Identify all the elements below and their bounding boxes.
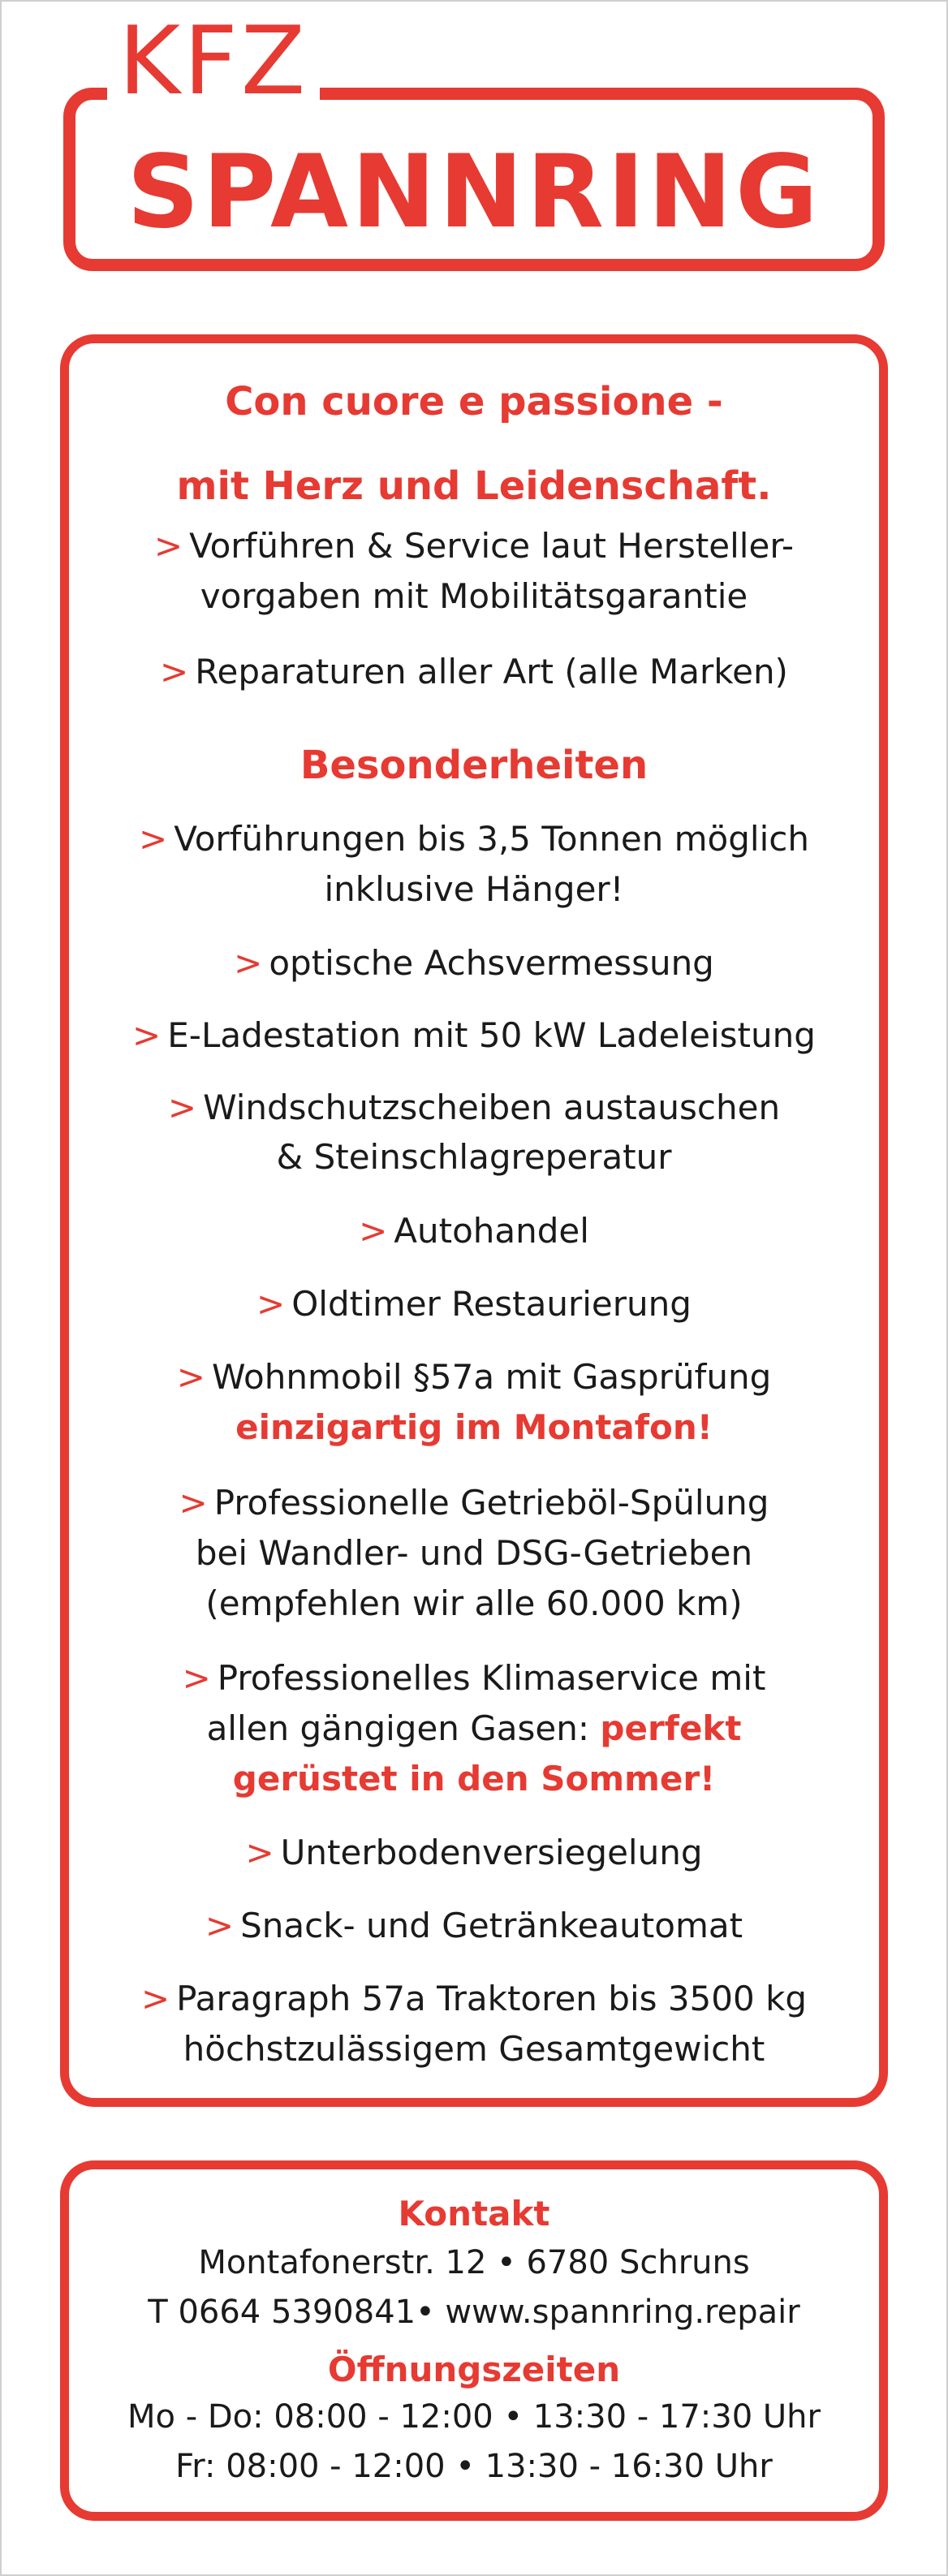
special-item: > Windschutzscheiben austauschen <box>167 1088 781 1127</box>
special-item-line: allen gängigen Gasen: perfekt <box>206 1708 742 1748</box>
special-item: > Paragraph 57a Traktoren bis 3500 kg <box>140 1979 808 2018</box>
arrow-icon: > <box>153 526 183 566</box>
arrow-icon: > <box>179 1483 208 1523</box>
headline-line-1: Con cuore e passione - <box>225 379 723 424</box>
contact-heading: Kontakt <box>398 2194 550 2234</box>
special-item: > Autohandel <box>359 1211 589 1251</box>
contact-address: Montafonerstr. 12 • 6780 Schruns <box>198 2244 750 2281</box>
arrow-icon: > <box>139 819 168 859</box>
headline-line-2: mit Herz und Leidenschaft. <box>176 463 772 509</box>
service-item: > Vorführen & Service laut Hersteller- <box>153 526 795 566</box>
arrow-icon: > <box>359 1211 388 1251</box>
special-item: > Vorführungen bis 3,5 Tonnen möglich <box>139 819 809 859</box>
arrow-icon: > <box>234 943 263 983</box>
special-item: > Professionelle Getrieböl-Spülung <box>179 1483 769 1523</box>
contact-box <box>60 2160 888 2521</box>
contact-phone-web: T 0664 5390841• www.spannring.repair <box>148 2294 800 2331</box>
arrow-icon: > <box>205 1906 235 1945</box>
arrow-icon: > <box>140 1979 170 2018</box>
arrow-icon: > <box>176 1357 205 1397</box>
service-item: > Reparaturen aller Art (alle Marken) <box>160 652 788 691</box>
services-box <box>60 334 888 2107</box>
special-item: > Snack- und Getränkeautomat <box>205 1906 743 1945</box>
special-item-accent-line: gerüstet in den Sommer! <box>232 1759 716 1798</box>
special-item-line: (empfehlen wir alle 60.000 km) <box>205 1583 743 1623</box>
special-item: > Oldtimer Restaurierung <box>256 1284 692 1324</box>
special-heading: Besonderheiten <box>299 743 649 788</box>
arrow-icon: > <box>132 1015 162 1055</box>
hours-fr: Fr: 08:00 - 12:00 • 13:30 - 16:30 Uhr <box>175 2448 773 2485</box>
special-item: > E-Ladestation mit 50 kW Ladeleistung <box>132 1015 816 1055</box>
hours-mo-do: Mo - Do: 08:00 - 12:00 • 13:30 - 17:30 Uhr <box>127 2398 821 2436</box>
special-item-line: bei Wandler- und DSG-Getrieben <box>195 1533 753 1573</box>
special-item: > Professionelles Klimaservice mit <box>182 1658 766 1698</box>
special-item-line: & Steinschlagreperatur <box>276 1137 672 1177</box>
hours-heading: Öffnungszeiten <box>327 2350 621 2389</box>
special-item: > Unterbodenversiegelung <box>245 1833 703 1872</box>
special-item-line: inklusive Hänger! <box>324 869 624 909</box>
logo-kfz: KFZ <box>107 15 320 109</box>
logo-name: SPANNRING <box>127 134 821 251</box>
arrow-icon: > <box>256 1284 286 1324</box>
special-item-line: höchstzulässigem Gesamtgewicht <box>183 2029 765 2069</box>
arrow-icon: > <box>167 1088 197 1127</box>
special-item-accent-line: einzigartig im Montafon! <box>235 1407 713 1447</box>
special-item: > Wohnmobil §57a mit Gasprüfung <box>176 1357 772 1397</box>
arrow-icon: > <box>245 1833 274 1872</box>
service-item-line: vorgaben mit Mobilitätsgarantie <box>200 576 748 616</box>
special-item: > optische Achsvermessung <box>234 943 714 983</box>
arrow-icon: > <box>182 1658 211 1698</box>
arrow-icon: > <box>160 652 189 691</box>
